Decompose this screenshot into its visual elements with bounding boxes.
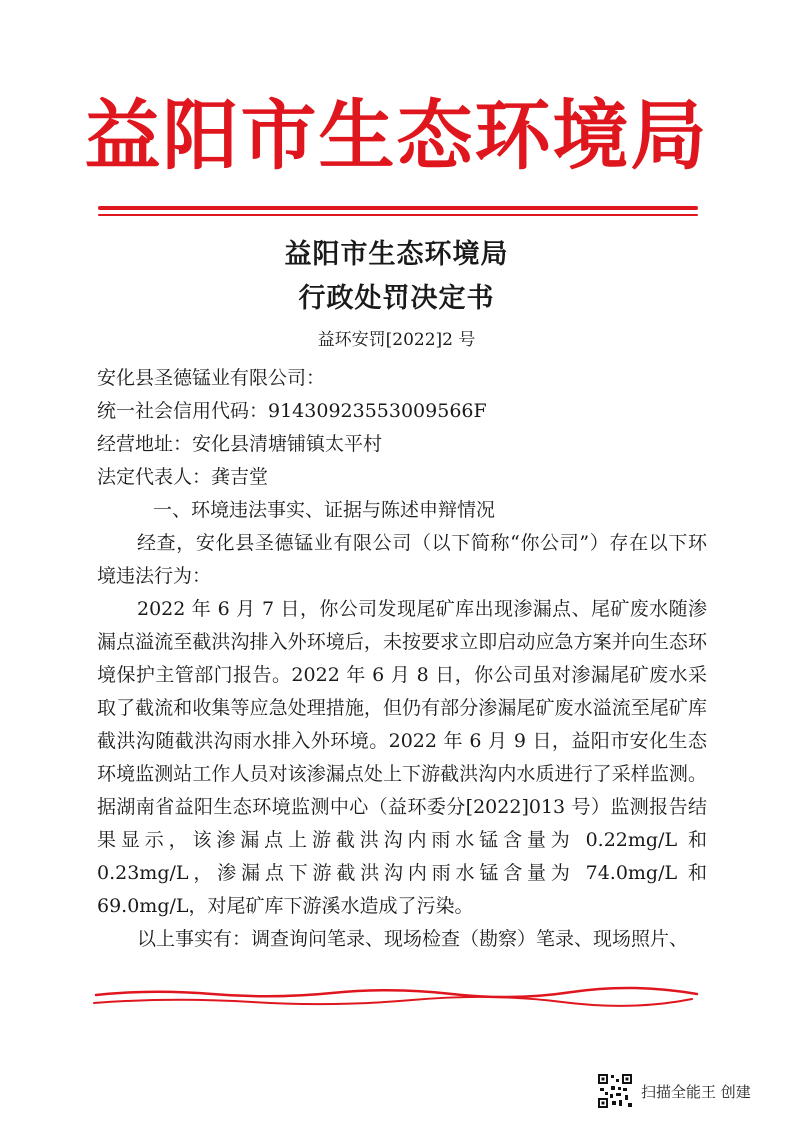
credit-code: 统一社会信用代码：91430923553009566F <box>97 400 487 422</box>
document-body <box>97 362 707 956</box>
scanner-watermark <box>597 1073 751 1109</box>
intro-paragraph: 经查，安化县圣德锰业有限公司（以下简称“你公司”）存在以下环境违法行为： <box>97 532 707 587</box>
document-title-line2: 行政处罚决定书 <box>298 283 495 314</box>
document-number: 益环安罚[2022]2 号 <box>317 330 476 350</box>
document-title-line1: 益阳市生态环境局 <box>284 239 509 270</box>
red-wavy-underline <box>92 985 702 1013</box>
evidence-paragraph: 以上事实有：调查询问笔录、现场检查（勘察）笔录、现场照片、 <box>137 928 689 950</box>
masthead: 益阳市生态环境局 <box>84 91 709 180</box>
business-address: 经营地址：安化县清塘铺镇太平村 <box>97 433 383 455</box>
watermark-text: 扫描全能王 创建 <box>641 1082 751 1101</box>
masthead-rule-thin <box>98 214 698 216</box>
legal-representative: 法定代表人：龚吉堂 <box>97 466 269 488</box>
qr-code-icon <box>597 1073 633 1109</box>
facts-paragraph: 2022 年 6 月 7 日，你公司发现尾矿库出现渗漏点、尾矿废水随渗漏点溢流至截洪沟排入外环境后，未按要求立即启动应急方案并向生态环境保护主管部门报告。2022 年 6 月 8 日，你公司虽对渗漏尾矿废水采取了截流和收集等应急处理措施，但仍有部分渗漏尾矿废水溢流至尾矿库截洪沟随截洪沟雨水排入外环境。2022 年 6 月 9 日，益阳市安化生态环境监测站工作人员对该渗漏点处上下游截洪沟内水质进行了采样监测。据湖南省益阳生态环境监测中心（益环委分[2022]013 号）监测报告结果显示，该渗漏点上游截洪沟内雨水锰含量为 0.22mg/L 和 0.23mg/L，渗漏点下游截洪沟内雨水锰含量为 74.0mg/L 和 69.0mg/L，对尾矿库下游溪水造成了污染。 <box>97 598 707 917</box>
section-heading: 一、环境违法事实、证据与陈述申辩情况 <box>153 499 496 521</box>
party-name: 安化县圣德锰业有限公司： <box>97 367 326 389</box>
masthead-rule-thick <box>98 206 698 210</box>
